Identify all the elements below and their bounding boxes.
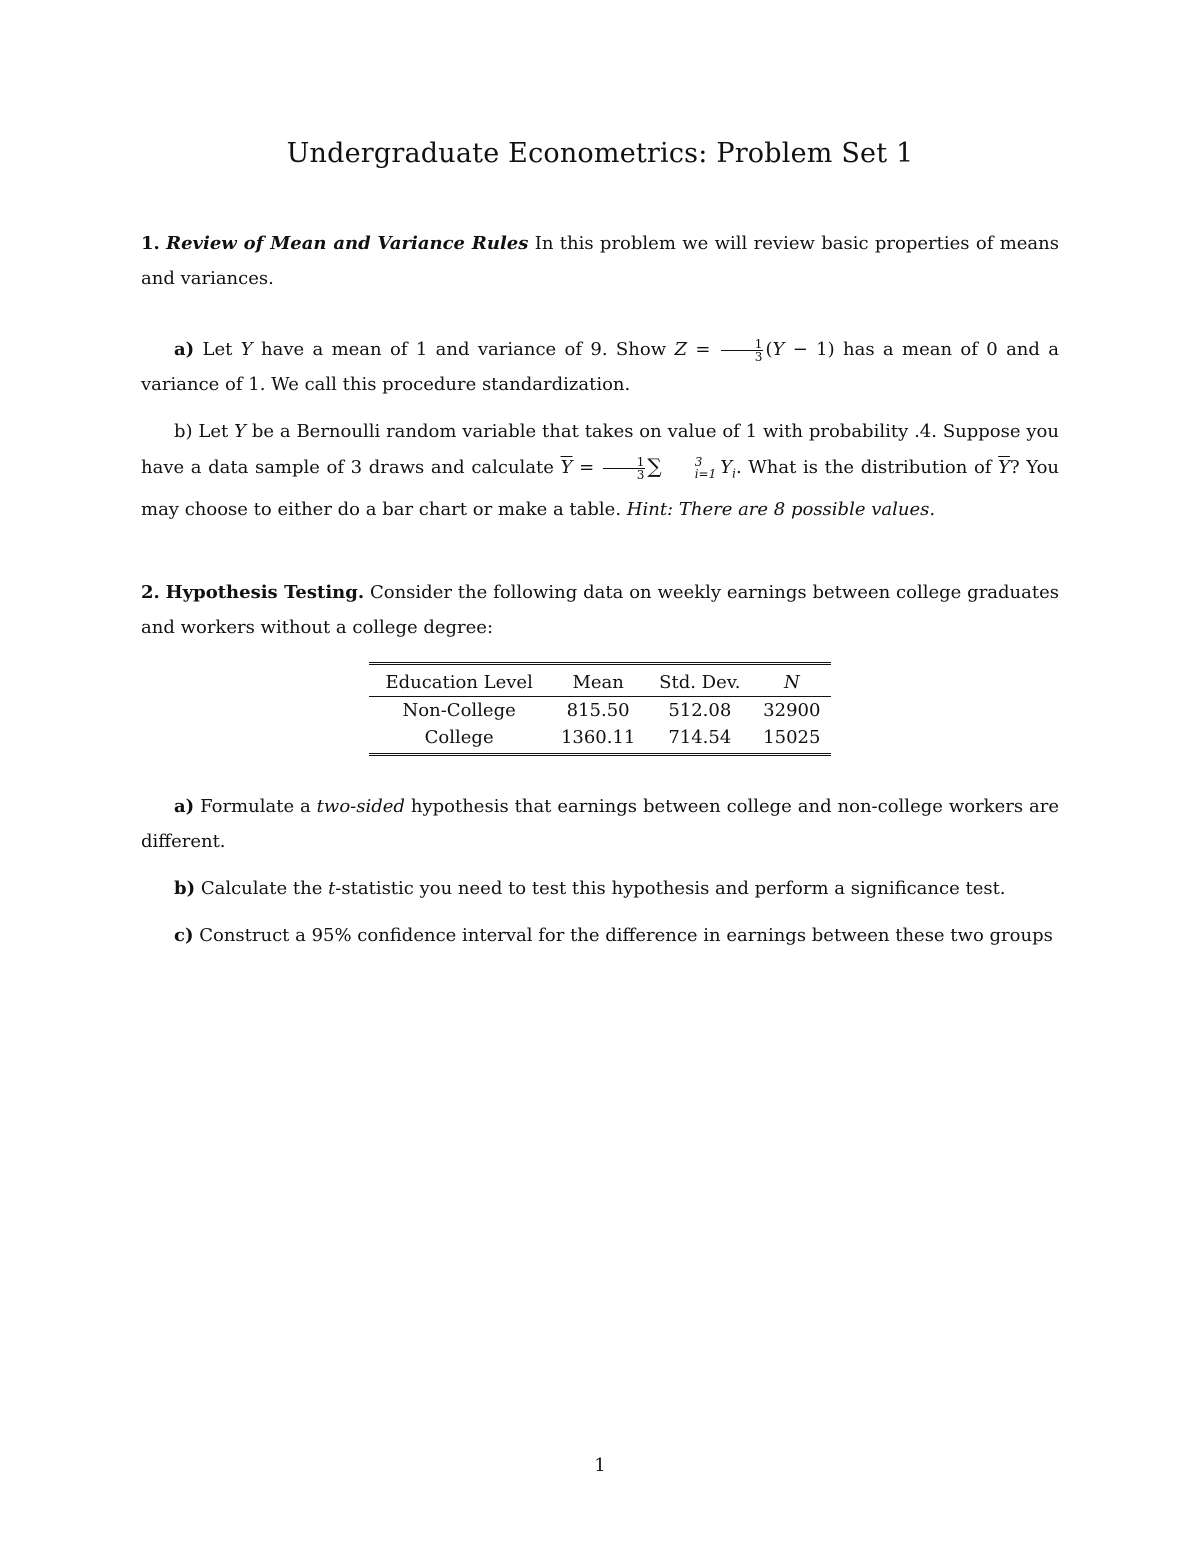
- math-var-t: t: [328, 878, 336, 899]
- problem-2c-label: c): [174, 925, 194, 946]
- problem-1a: [141, 332, 1059, 402]
- table-header-cell: Education Level: [369, 664, 549, 697]
- math-var-y: Y: [240, 339, 253, 360]
- math-var-y: Y: [772, 339, 785, 360]
- problem-1b-text1: Let: [192, 421, 235, 442]
- table-cell: 32900: [763, 700, 821, 721]
- math-fraction: [603, 456, 646, 481]
- problem-2b: [141, 871, 1059, 906]
- table-header-row: [369, 664, 831, 697]
- earnings-table: [369, 662, 831, 756]
- problem-2a-label: a): [174, 796, 195, 817]
- math-var-ybar: $\overline{Y}$: [560, 457, 573, 478]
- problem-2c: [141, 918, 1059, 953]
- table-header-cell: Std. Dev.: [647, 664, 753, 697]
- problem-1-heading: Review of Mean and Variance Rules: [166, 233, 529, 254]
- table-cell: 15025: [763, 727, 821, 748]
- table-cell: 512.08: [668, 700, 732, 721]
- problem-2a-text2: hypothesis that earnings between college and non-college workers are different.: [141, 796, 1059, 852]
- problem-1b-label: b): [174, 421, 193, 442]
- table-cell: 714.54: [668, 727, 732, 748]
- fraction-numerator: 1: [721, 338, 764, 351]
- problem-2-intro-text: Consider the following data on weekly earnings between college graduates and workers without a college degree:: [141, 582, 1059, 638]
- problem-2b-text2: -statistic you need to test this hypothesis and perform a significance test.: [335, 878, 1006, 899]
- problem-2a: [141, 789, 1059, 859]
- problem-1-intro: [141, 226, 1059, 296]
- problem-1b-hint: Hint: There are 8 possible values.: [626, 498, 936, 520]
- problem-1b-equals: =: [572, 457, 601, 478]
- problem-1a-text2: have a mean of 1 and variance of 9. Show: [252, 339, 675, 360]
- problem-1a-paren: (: [765, 339, 773, 360]
- math-var-y: Y: [234, 421, 246, 442]
- problem-1a-text5: − 1) has a mean of 0 and a variance of 1. We call this procedure standardization.: [141, 339, 1060, 395]
- math-var-ybar: $\overline{Y}$: [998, 457, 1010, 478]
- sum-lower-limit: i=1: [694, 467, 717, 481]
- problem-1-intro-text: In this problem we will review basic properties of means and variances.: [141, 233, 1059, 289]
- table-header-cell: N: [753, 664, 831, 697]
- problem-1-number: 1.: [141, 233, 160, 254]
- page-number: 1: [594, 1455, 606, 1476]
- table-cell: 1360.11: [560, 727, 636, 748]
- fraction-denominator: 3: [636, 467, 645, 482]
- table-row: [369, 697, 831, 725]
- sum-symbol: ∑: [647, 454, 662, 478]
- page-title: Undergraduate Econometrics: Problem Set 1: [286, 138, 914, 169]
- table-cell: 815.50: [566, 700, 630, 721]
- problem-1b-text2: be a Bernoulli random variable that takes on value of 1 with probability .4. Suppose you have a data sample of 3 draws and calculate: [141, 421, 1059, 478]
- problem-2a-text1: Formulate a: [194, 796, 317, 817]
- problem-1a-text1: Let: [194, 339, 241, 360]
- problem-2-intro: [141, 575, 1059, 645]
- problem-1b-text4: . What is the distribution of: [735, 457, 999, 478]
- math-summand: Y: [720, 457, 733, 478]
- problem-1a-equals: =: [686, 339, 719, 360]
- sum-limits: [662, 456, 717, 480]
- problem-1b-text5: ? You may choose to either do a bar chart or make a table.: [141, 457, 1060, 520]
- problem-1a-label: a): [174, 339, 195, 360]
- earnings-table-wrapper: [369, 662, 831, 756]
- table-cell: Non-College: [402, 700, 516, 721]
- math-summand-subscript: i: [732, 466, 736, 481]
- problem-2-number: 2.: [141, 582, 160, 603]
- table-header-cell: Mean: [549, 664, 647, 697]
- math-fraction: [721, 338, 764, 363]
- sum-upper-limit: 3: [694, 455, 703, 469]
- problem-2-heading: Hypothesis Testing.: [165, 582, 365, 603]
- problem-2b-label: b): [174, 878, 196, 899]
- table-row: [369, 724, 831, 755]
- problem-2c-text1: Construct a 95% confidence interval for the difference in earnings between these two groups: [193, 925, 1053, 946]
- problem-1b: [141, 414, 1059, 527]
- problem-2a-emphasis: two-sided: [316, 796, 405, 817]
- fraction-numerator: 1: [603, 456, 646, 469]
- table-cell: College: [424, 727, 494, 748]
- fraction-denominator: 3: [754, 349, 763, 364]
- math-var-z: Z: [674, 339, 687, 360]
- problem-2b-text1: Calculate the: [195, 878, 329, 899]
